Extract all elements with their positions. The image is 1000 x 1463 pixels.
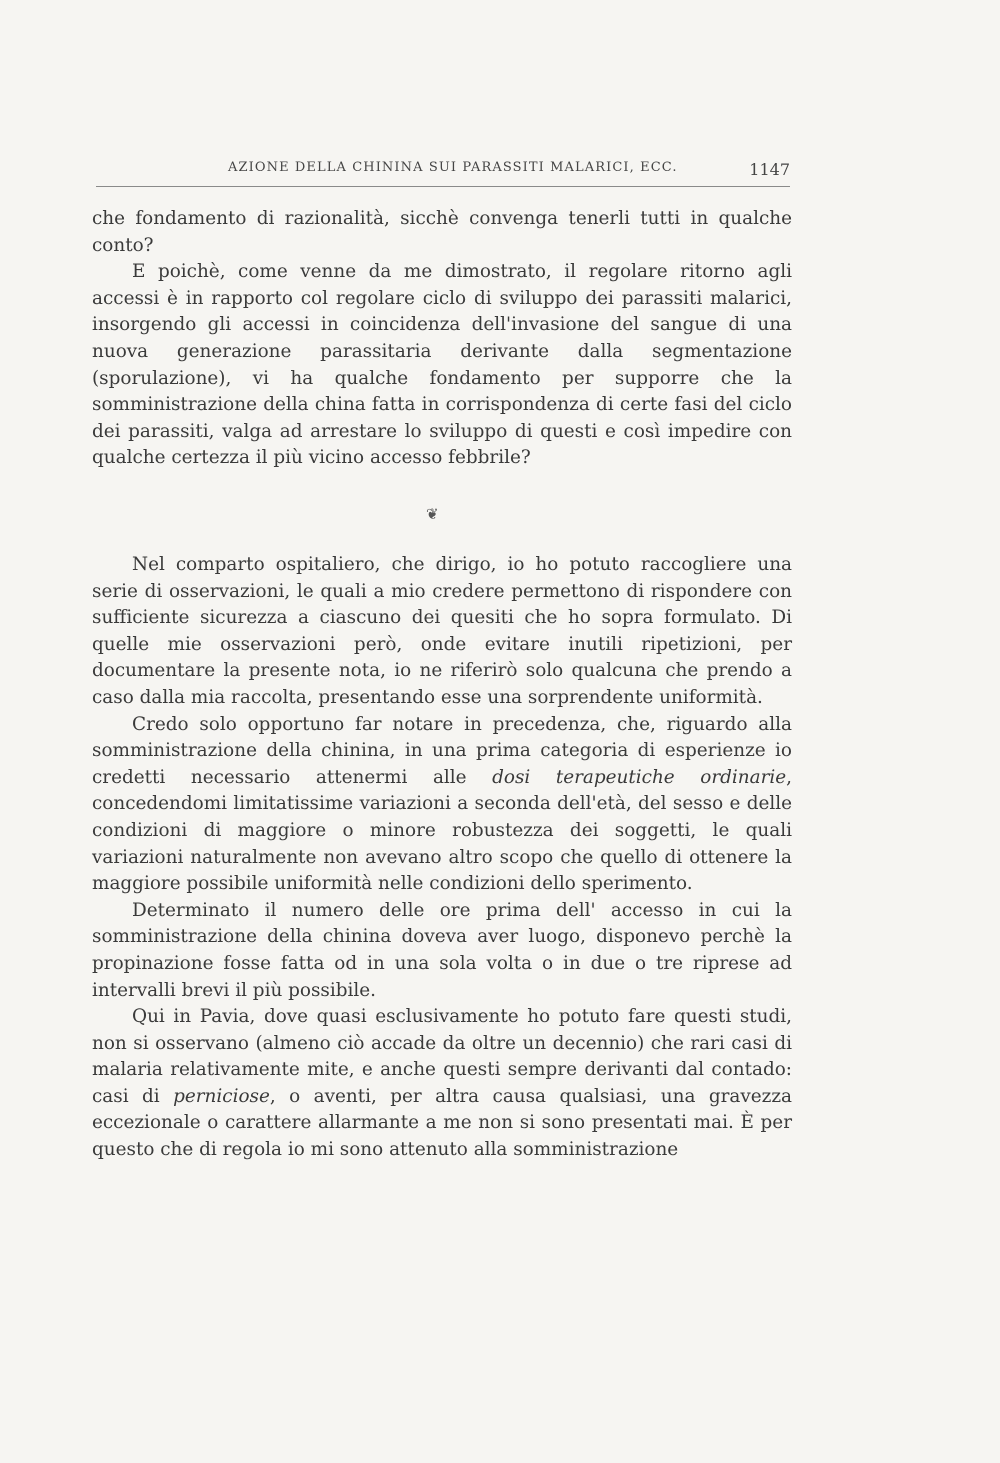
paragraph-text: , o aventi, per altra causa qualsiasi, una gravezza eccezionale o carattere allarmante a me non si sono presentati mai. È per questo che di regola io mi sono attenuto alla somministrazione — [92, 1085, 793, 1161]
italic-phrase: dosi terapeutiche ordinarie — [492, 766, 787, 788]
paragraph-continuation: che fondamento di razionalità, sicchè convenga tenerli tutti in qualche conto? — [92, 208, 792, 256]
paragraph-text: Qui in Pavia, dove quasi esclusivamente ho potuto fare questi studi, non si osservano (almeno ciò accade da oltre un decennio) che rari casi di malaria relativamente mite, e anche questi sempre derivanti dal contado: casi di — [92, 1006, 792, 1107]
paragraph: Determinato il numero delle ore prima dell' accesso in cui la somministrazione della chinina doveva aver luogo, disponevo perchè la propinazione fosse fatta od in una sola volta o in due o tre riprese ad intervalli brevi il più possibile. — [92, 899, 792, 1001]
paragraph: E poichè, come venne da me dimostrato, il regolare ritorno agli accessi è in rapporto col regolare ciclo di sviluppo dei parassiti malarici, insorgendo gli accessi in coincidenza dell'invasione del sangue di una nuova generazione parassitaria derivante dalla segmentazione (sporulazione), vi ha qualche fondamento per supporre che la somministrazione della china fatta in corrispondenza di certe fasi del ciclo dei parassiti, valga ad arrestare lo sviluppo di questi e così impedire con qualche certezza il più vicino accesso febbrile? — [92, 261, 792, 469]
header-rule — [96, 186, 790, 187]
text-section-2 — [92, 552, 792, 1164]
paragraph-text: Credo solo opportuno far notare in precedenza, che, riguardo alla somministrazione della chinina, in una prima categoria di esperienze io credetti necessario attenermi alle — [92, 713, 792, 788]
running-title: AZIONE DELLA CHININA SUI PARASSITI MALARICI, ECC. — [228, 160, 678, 175]
paragraph-text: , concedendomi limitatissime variazioni a seconda dell'età, del sesso e delle condizioni di maggiore o minore robustezza dei soggetti, le quali variazioni naturalmente non avevano altro scopo che quello di ottenere la maggiore possibile uniformità nelle condizioni dello sperimento. — [92, 766, 792, 895]
running-head — [96, 160, 790, 184]
text-section-1 — [92, 206, 792, 472]
paragraph — [92, 1004, 792, 1164]
page-number: 1147 — [749, 160, 790, 179]
paragraph — [92, 712, 792, 898]
paragraph: Nel comparto ospitaliero, che dirigo, io ho potuto raccogliere una serie di osservazioni, le quali a mio credere permettono di rispondere con sufficiente sicurezza a ciascuno dei quesiti che ho sopra formulato. Di quelle mie osservazioni però, onde evitare inutili ripetizioni, per documentare la presente nota, io ne riferirò solo qualcuna che prendo a caso dalla mia raccolta, presentando esse una sorprendente uniformità. — [92, 554, 792, 708]
italic-phrase: perniciose — [173, 1085, 270, 1107]
ornament-icon: ❦ — [426, 505, 439, 523]
